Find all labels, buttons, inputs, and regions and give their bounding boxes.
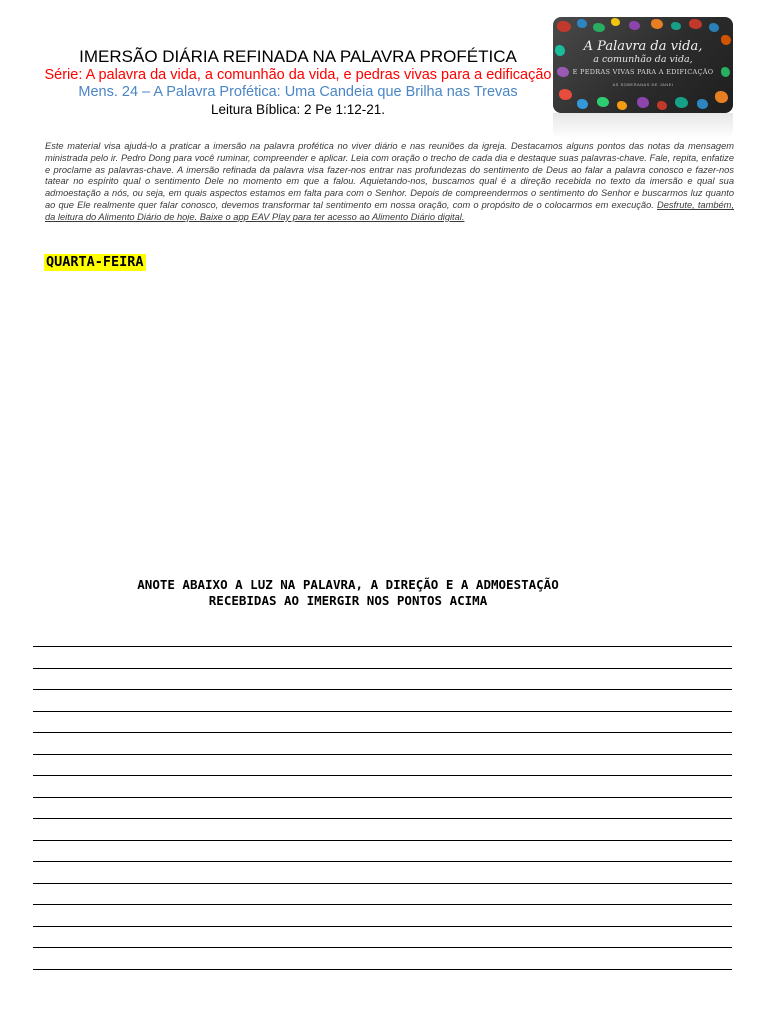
banner-text-line2: a comunhão da vida, xyxy=(593,54,693,65)
gem-icon xyxy=(689,19,702,29)
series-banner-image xyxy=(553,17,733,113)
note-line[interactable] xyxy=(33,861,732,862)
document-title: IMERSÃO DIÁRIA REFINADA NA PALAVRA PROFÉTICA xyxy=(79,47,517,66)
note-line[interactable] xyxy=(33,947,732,948)
note-line[interactable] xyxy=(33,754,732,755)
note-line[interactable] xyxy=(33,818,732,819)
note-line[interactable] xyxy=(33,969,732,970)
series-title: Série: A palavra da vida, a comunhão da vida, e pedras vivas para a edificação xyxy=(44,67,552,83)
gem-icon xyxy=(597,97,609,107)
notes-heading xyxy=(98,577,598,609)
note-line[interactable] xyxy=(33,646,732,647)
note-line[interactable] xyxy=(33,711,732,712)
note-line[interactable] xyxy=(33,689,732,690)
gem-icon xyxy=(629,21,640,30)
note-line[interactable] xyxy=(33,732,732,733)
note-line[interactable] xyxy=(33,668,732,669)
message-title: Mens. 24 – A Palavra Profética: Uma Candeia que Brilha nas Trevas xyxy=(78,84,518,100)
notes-writing-area[interactable] xyxy=(33,646,732,990)
gem-icon xyxy=(593,23,605,32)
intro-paragraph xyxy=(45,141,734,224)
banner-reflection xyxy=(553,113,733,139)
note-line[interactable] xyxy=(33,904,732,905)
daily-food-link[interactable]: Desfrute, também, da leitura do Alimento Diário de hoje. Baixe o app EAV Play para ter acesso ao Alimento Diário digital. xyxy=(45,199,735,222)
banner-text-line3: E PEDRAS VIVAS PARA A EDIFICAÇÃO xyxy=(572,68,714,76)
gem-icon xyxy=(637,97,649,108)
gem-icon xyxy=(651,19,663,29)
note-line[interactable] xyxy=(33,840,732,841)
notes-heading-line1: ANOTE ABAIXO A LUZ NA PALAVRA, A DIREÇÃO E A ADMOESTAÇÃO xyxy=(137,577,559,592)
note-line[interactable] xyxy=(33,883,732,884)
gem-icon xyxy=(557,21,571,32)
banner-text-line1: A Palavra da vida, xyxy=(583,39,703,54)
note-line[interactable] xyxy=(33,926,732,927)
notes-heading-line2: RECEBIDAS AO IMERGIR NOS PONTOS ACIMA xyxy=(208,593,488,608)
gem-icon xyxy=(709,23,719,32)
note-line[interactable] xyxy=(33,775,732,776)
note-line[interactable] xyxy=(33,797,732,798)
intro-text: Este material visa ajudá-lo a praticar a imersão na palavra profética no viver diário e nas reuniões da igreja. Destacamos alguns pontos das notas da mensagem ministrada pelo ir. Pedro Dong para você ruminar, compreender e aplicar. Leia com oração o trecho de cada dia e destaque suas palavras-chave. Fale, repita, enfatize e proclame as palavras-chave. A imersão refinada da palavra visa fazer-nos entrar nas profundezas do sentimento de Deus ao falar a palavra conosco e fazer-nos tatear no espírito qual o sentimento Dele no momento em que a falou. Aquietando-nos, buscamos qual é a direção recebida no texto da imersão e qual sua admoestação a nós, ou seja, em quais aspectos estamos em falta para com o Senhor. Depois de compreendermos o sentimento do Senhor e buscarmos luz quanto ao que Ele realmente quer falar conosco, devemos transformar tal sentimento em nossa oração, com o propósito de o colocarmos em execução. xyxy=(45,141,734,210)
gem-icon xyxy=(611,18,620,26)
gem-icon xyxy=(675,97,688,108)
gem-icon xyxy=(697,99,708,109)
gem-icon xyxy=(559,89,572,100)
document-header xyxy=(40,47,556,118)
gem-icon xyxy=(617,101,627,110)
gem-icon xyxy=(671,22,681,30)
gem-icon xyxy=(657,101,667,110)
bible-reading: Leitura Bíblica: 2 Pe 1:12-21. xyxy=(210,102,386,117)
banner-text-line4: AS SOBERANAS DE JANEI xyxy=(612,82,674,87)
weekday-label: QUARTA-FEIRA xyxy=(46,254,144,270)
gem-icon xyxy=(577,99,588,109)
gem-icon xyxy=(715,91,728,103)
gem-icon xyxy=(577,19,587,28)
